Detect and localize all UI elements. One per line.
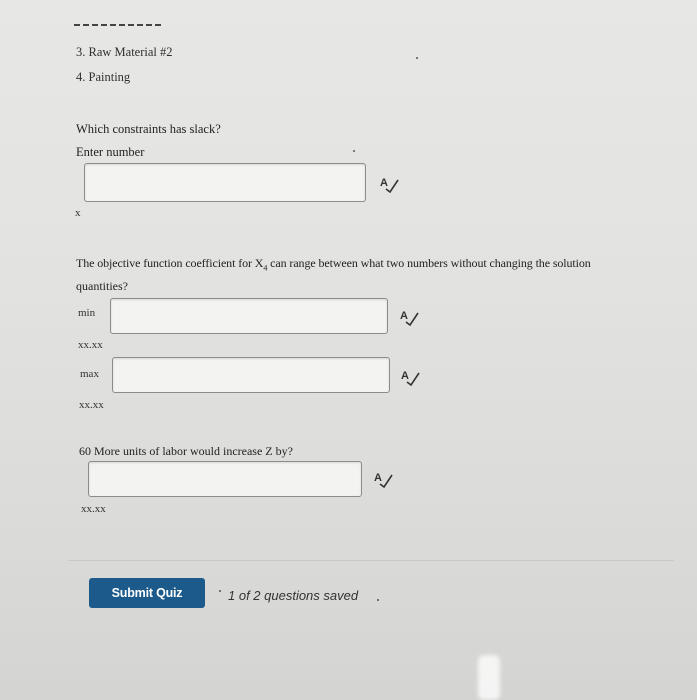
svg-text:A: A <box>400 310 408 322</box>
svg-text:A: A <box>374 472 382 484</box>
question-slack-prompt: Which constraints has slack? <box>76 122 221 136</box>
slack-answer-input[interactable] <box>84 163 366 202</box>
max-answer-input[interactable] <box>112 357 390 393</box>
svg-text:A: A <box>380 177 388 189</box>
option-painting: 4. Painting <box>76 70 131 84</box>
save-status-text: 1 of 2 questions saved <box>228 588 359 603</box>
labor-answer-input[interactable] <box>88 461 362 497</box>
separator-dot <box>219 590 221 592</box>
spellcheck-icon[interactable] <box>398 308 420 326</box>
question-objective-coefficient-prompt-line2: quantities? <box>76 279 128 293</box>
spellcheck-icon[interactable] <box>372 470 394 488</box>
min-label: min <box>78 307 96 319</box>
max-format-hint: xx.xx <box>79 399 104 411</box>
min-format-hint: xx.xx <box>78 339 103 351</box>
section-divider <box>68 560 674 561</box>
option-raw-material-2: 3. Raw Material #2 <box>76 45 173 59</box>
screen-glare <box>478 655 500 700</box>
separator-dot <box>377 599 379 601</box>
max-label: max <box>80 368 99 380</box>
slack-format-hint: x <box>75 207 81 219</box>
submit-quiz-button[interactable]: Submit Quiz <box>89 578 205 608</box>
cut-off-text-remnant <box>74 24 174 30</box>
labor-format-hint: xx.xx <box>81 503 106 515</box>
spellcheck-icon[interactable] <box>399 368 421 386</box>
svg-text:A: A <box>401 370 409 382</box>
spellcheck-icon[interactable] <box>378 175 400 193</box>
min-answer-input[interactable] <box>110 298 388 334</box>
screen-speck <box>416 57 418 59</box>
question-slack-instruction: Enter number <box>76 145 145 159</box>
question-labor-prompt: 60 More units of labor would increase Z by? <box>79 444 293 458</box>
screen-speck <box>353 150 355 152</box>
question-objective-coefficient-prompt: The objective function coefficient for $X_4$ can range between what two numbers without changing the solution <box>76 256 591 273</box>
